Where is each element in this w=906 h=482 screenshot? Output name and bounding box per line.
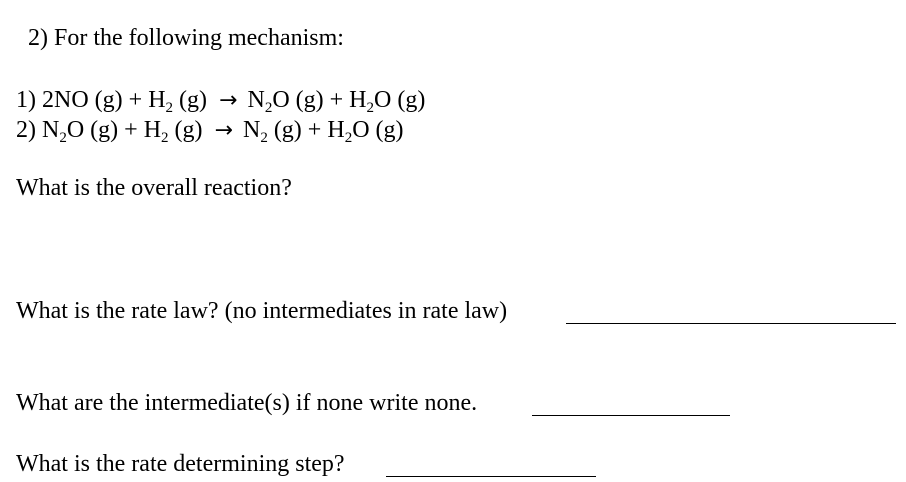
step-number: 2): [16, 117, 36, 143]
mechanism-step-2: [16, 116, 404, 147]
formula-remainder: O (g) +: [66, 117, 144, 143]
element-symbol: N: [242, 117, 261, 143]
product-n2o: [247, 87, 350, 116]
subscript: 2: [264, 100, 273, 116]
intermediates-answer-blank[interactable]: [532, 415, 730, 416]
rate-determining-step-prompt: What is the rate determining step?: [16, 451, 345, 477]
reactant-n2o: [42, 117, 144, 146]
subscript: 2: [59, 130, 67, 146]
formula-remainder: (g) +: [267, 117, 328, 143]
subscript: 2: [165, 100, 174, 116]
state-label: (g): [168, 117, 203, 143]
step-number: 1): [16, 87, 36, 113]
product-h2o: [327, 117, 404, 146]
reactant-h2: [143, 117, 169, 146]
question-title: 2) For the following mechanism:: [28, 25, 344, 51]
subscript: 2: [260, 130, 268, 146]
formula-remainder: O (g): [374, 87, 426, 113]
reaction-arrow-icon: →: [214, 118, 233, 143]
mechanism-step-1: [16, 86, 425, 117]
state-label: (g) +: [88, 87, 149, 113]
subscript: 2: [344, 130, 353, 146]
formula-remainder: O (g) +: [272, 87, 350, 113]
reaction-arrow-icon: →: [219, 88, 238, 113]
element-symbol: H: [327, 117, 345, 143]
rate-law-answer-blank[interactable]: [566, 323, 896, 324]
element-symbol: H: [148, 87, 166, 113]
reactant-no: 2NO: [42, 87, 89, 113]
rate-law-prompt: What is the rate law? (no intermediates in rate law): [16, 298, 508, 324]
subscript: 2: [366, 100, 375, 116]
element-symbol: N: [247, 87, 265, 113]
rate-determining-step-answer-blank[interactable]: [386, 476, 596, 477]
product-n2: [242, 117, 328, 146]
product-h2o: [349, 87, 426, 116]
formula-remainder: O (g): [352, 117, 404, 143]
overall-reaction-prompt: What is the overall reaction?: [16, 175, 292, 201]
reactant-h2: [148, 87, 174, 116]
element-symbol: H: [143, 117, 162, 143]
element-symbol: N: [42, 117, 60, 143]
element-symbol: H: [349, 87, 367, 113]
state-label: (g): [173, 87, 208, 113]
subscript: 2: [161, 130, 169, 146]
intermediates-prompt: What are the intermediate(s) if none write none.: [16, 390, 478, 416]
